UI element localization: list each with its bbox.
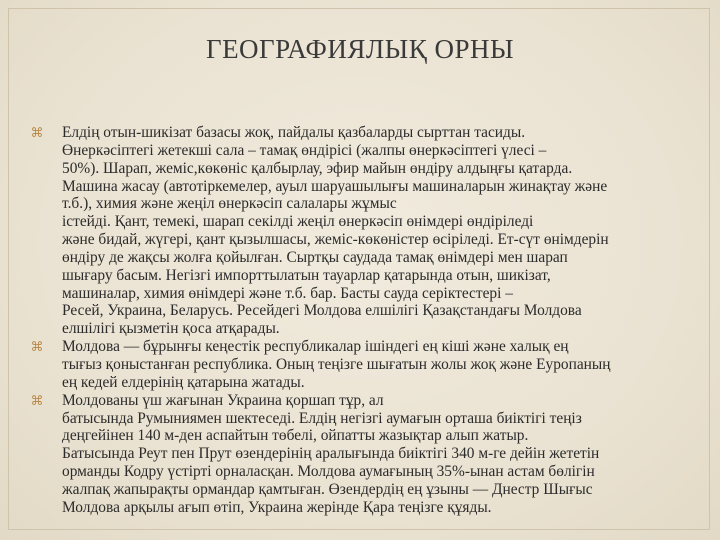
text-line: батысында Румыниямен шектеседі. Елдің негізгі аумағын орташа биіктігі теңіз [62, 409, 582, 427]
text-line: ең кедей елдерінің қатарына жатады. [62, 373, 305, 391]
slide-title: ГЕОГРАФИЯЛЫҚ ОРНЫ [205, 34, 515, 64]
bullet-item [30, 124, 698, 338]
text-line: Молдова арқылы ағып өтіп, Украина жерінде Қара теңізге құяды. [62, 498, 492, 516]
text-line: Молдованы үш жағынан Украина қоршап тұр, ал [62, 391, 384, 409]
text-line: және бидай, жүгері, қант қызылшасы, жеміс-көкөністер өсіріледі. Ет-сүт өнімдерін [62, 231, 609, 249]
text-line: Өнеркәсіптегі жетекші сала – тамақ өндірісі (жалпы өнеркәсіптегі үлесі – [62, 141, 547, 159]
text-line: елшілігі қызметін қоса атқарады. [62, 320, 280, 338]
ornate-x-bullet-icon: ⌘ [30, 392, 44, 408]
text-line: Елдің отын-шикізат базасы жоқ, пайдалы қазбаларды сырттан тасиды. [62, 124, 526, 141]
text-line: 50%). Шарап, жеміс,көкөніс қалбырлау, эфир майын өндіру алдыңғы қатарда. [62, 159, 573, 177]
bullet-item [30, 338, 698, 392]
bullet-list [30, 124, 698, 517]
text-line: жалпақ жапырақты ормандар қамтыған. Өзендердің ең ұзыны — Днестр Шығыс [62, 480, 593, 498]
text-line: т.б.), химия және жеңіл өнеркәсіп салалары жұмыс [62, 195, 397, 213]
text-line: шығару басым. Негізгі импорттылатын тауарлар қатарында отын, шикізат, [62, 266, 551, 284]
text-line: орманды Кодру үстірті орналасқан. Молдова аумағының 35%-ынан астам бөлігін [62, 463, 595, 481]
ornate-x-bullet-icon: ⌘ [30, 125, 44, 140]
text-line: Машина жасау (автотіркемелер, ауыл шаруашылығы машиналарын жинақтау және [62, 177, 608, 195]
text-line: Молдова — бұрынғы кеңестік республикалар ішіндегі ең кіші және халық ең [62, 338, 569, 356]
text-line: өндіру де жақсы жолға қойылған. Сыртқы саудада тамақ өнімдері мен шарап [62, 248, 568, 266]
bullet-item [30, 392, 698, 517]
text-line: машиналар, химия өнімдері және т.б. бар. Басты сауда серіктестері – [62, 284, 513, 302]
text-line: Батысында Реут пен Прут өзендерінің аралығында биіктігі 340 м-ге дейін жететін [62, 445, 600, 463]
text-line: деңгейінен 140 м-ден аспайтын төбелі, ойпатты жазықтар алып жатыр. [62, 427, 529, 445]
ornate-x-bullet-icon: ⌘ [30, 339, 44, 355]
text-line: тығыз қоныстанған республика. Оның теңізге шығатын жолы жоқ және Еуропаның [62, 355, 611, 373]
text-line: істейді. Қант, темекі, шарап секілді жеңіл өнеркәсіп өнімдері өндіріледі [62, 213, 534, 231]
text-line: Ресей, Украина, Беларусь. Ресейдегі Молдова елшілігі Қазақстандағы Молдова [62, 302, 582, 320]
